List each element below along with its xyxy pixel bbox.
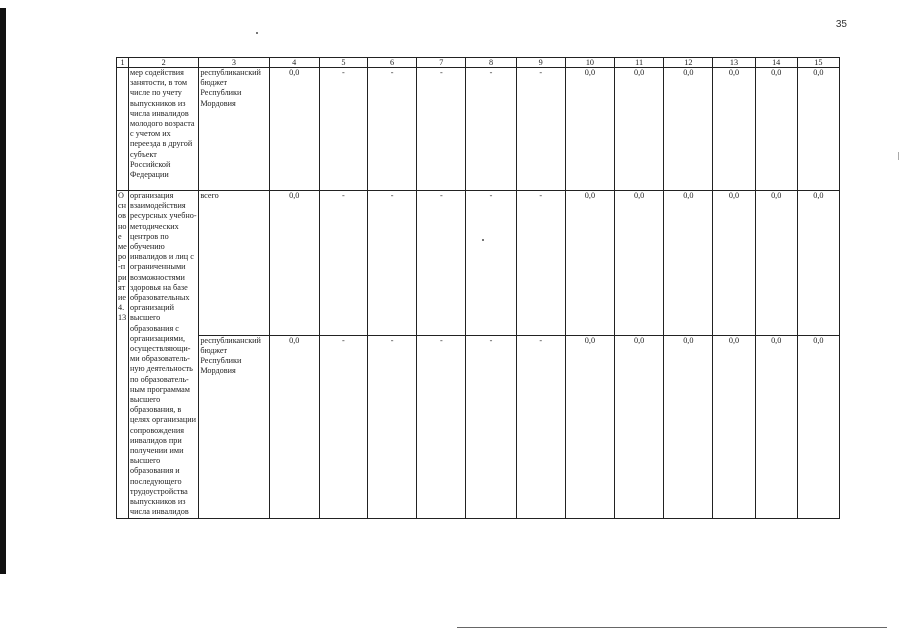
- value-cell: 0,0: [565, 68, 614, 191]
- funding-source-cell: всего: [199, 191, 269, 336]
- value-cell: 0,0: [565, 191, 614, 336]
- column-header: 1: [117, 58, 129, 68]
- value-cell: 0,0: [664, 191, 713, 336]
- program-measures-table: [116, 57, 840, 519]
- column-header: 6: [368, 58, 417, 68]
- value-cell: -: [466, 68, 516, 191]
- value-cell: 0,0: [565, 335, 614, 518]
- value-cell: -: [516, 68, 565, 191]
- column-header: 11: [615, 58, 664, 68]
- value-cell: -: [516, 335, 565, 518]
- measure-code-cell: Основное меро-приятие 4.13: [117, 191, 129, 519]
- value-cell: 0,0: [755, 68, 797, 191]
- table-row: [117, 191, 840, 336]
- measure-description-cell: организация взаимодействия ресурсных учебно-методических центров по обучению инвалидов и лиц с ограниченными возможностями здоровья на базе образовательных организаций высшего образования с организациями, осуществляющи-ми образователь-ную деятельность по образователь-ным программам высшего образования, в целях организации сопровождения инвалидов при получении ими высшего образования и последующего трудоустройства выпускников из числа инвалидов: [129, 191, 199, 519]
- column-header: 4: [269, 58, 319, 68]
- funding-source-cell: республиканский бюджет Республики Мордовия: [199, 68, 269, 191]
- value-cell: 0,0: [755, 335, 797, 518]
- value-cell: -: [466, 191, 516, 336]
- value-cell: 0,0: [664, 68, 713, 191]
- value-cell: -: [368, 191, 417, 336]
- page-number: 35: [835, 19, 847, 30]
- measure-code-cell: [117, 68, 129, 191]
- value-cell: -: [417, 68, 466, 191]
- value-cell: 0,0: [713, 191, 755, 336]
- value-cell: -: [417, 335, 466, 518]
- column-header: 14: [755, 58, 797, 68]
- column-header: 2: [129, 58, 199, 68]
- value-cell: -: [319, 191, 367, 336]
- value-cell: -: [319, 68, 367, 191]
- column-number-row: [117, 58, 840, 68]
- value-cell: 0,0: [615, 68, 664, 191]
- value-cell: -: [368, 68, 417, 191]
- value-cell: -: [466, 335, 516, 518]
- footer-rule: [457, 627, 887, 628]
- value-cell: 0,0: [615, 335, 664, 518]
- column-header: 9: [516, 58, 565, 68]
- value-cell: 0,0: [755, 191, 797, 336]
- value-cell: 0,0: [269, 191, 319, 336]
- funding-source-cell: республиканский бюджет Республики Мордовия: [199, 335, 269, 518]
- value-cell: 0,0: [797, 68, 839, 191]
- value-cell: -: [417, 191, 466, 336]
- table-row: [117, 335, 840, 518]
- scan-speck: [898, 152, 899, 160]
- column-header: 7: [417, 58, 466, 68]
- value-cell: -: [368, 335, 417, 518]
- scan-speck: [256, 32, 258, 34]
- scan-edge: [0, 8, 6, 574]
- column-header: 12: [664, 58, 713, 68]
- value-cell: 0,0: [713, 335, 755, 518]
- value-cell: 0,0: [664, 335, 713, 518]
- column-header: 3: [199, 58, 269, 68]
- value-cell: 0,0: [615, 191, 664, 336]
- measure-description-cell: мер содействия занятости, в том числе по учету выпускников из числа инвалидов молодого возраста с учетом их переезда в другой субъект Российской Федерации: [129, 68, 199, 191]
- value-cell: 0,0: [269, 335, 319, 518]
- column-header: 5: [319, 58, 367, 68]
- table-row: [117, 68, 840, 191]
- value-cell: -: [516, 191, 565, 336]
- value-cell: 0,0: [797, 335, 839, 518]
- column-header: 10: [565, 58, 614, 68]
- column-header: 8: [466, 58, 516, 68]
- value-cell: 0,0: [713, 68, 755, 191]
- column-header: 13: [713, 58, 755, 68]
- column-header: 15: [797, 58, 839, 68]
- value-cell: 0,0: [797, 191, 839, 336]
- value-cell: -: [319, 335, 367, 518]
- value-cell: 0,0: [269, 68, 319, 191]
